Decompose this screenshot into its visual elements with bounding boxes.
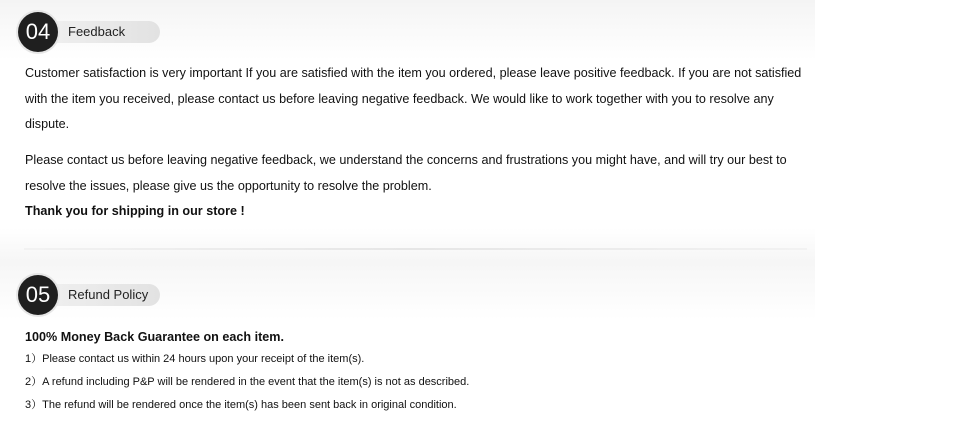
refund-list-item: 2）A refund including P&P will be rendered in the event that the item(s) is not as described. xyxy=(25,376,470,388)
feedback-thanks-text: Thank you for shipping in our store ! xyxy=(25,204,245,218)
section-divider xyxy=(24,248,807,250)
feedback-paragraph-2: Please contact us before leaving negative feedback, we understand the concerns and frustrations you might have, and will try our best to resolve the issues, please give us the opportunity to resolve the problem. xyxy=(25,153,787,193)
section-title: Refund Policy xyxy=(40,284,160,306)
refund-list-item: 3）The refund will be rendered once the item(s) has been sent back in original condition. xyxy=(25,399,457,411)
feedback-paragraph-1: Customer satisfaction is very important If you are satisfied with the item you ordered, please leave positive feedback. If you are not satisfied with the item you received, please contact us before leaving negative feedback. We would like to work together with you to resolve any dispute. xyxy=(25,66,802,131)
refund-guarantee-heading: 100% Money Back Guarantee on each item. xyxy=(25,330,284,344)
section-header-feedback xyxy=(18,12,163,52)
refund-list-item: 1）Please contact us within 24 hours upon your receipt of the item(s). xyxy=(25,353,365,365)
section-header-refund-policy xyxy=(18,275,163,315)
section-title: Feedback xyxy=(40,21,160,43)
section-number-badge: 04 xyxy=(18,12,58,52)
section-number-badge: 05 xyxy=(18,275,58,315)
